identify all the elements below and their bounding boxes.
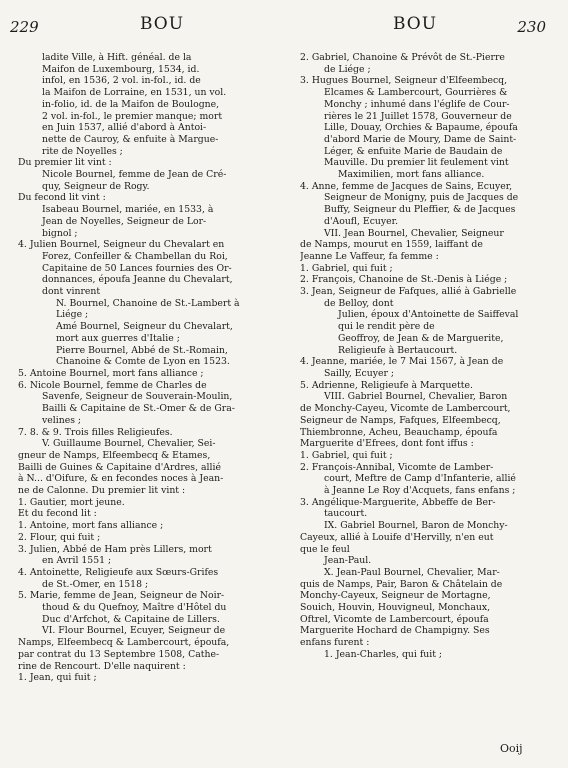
text-line: 3. Julien, Abbé de Ham près Lillers, mort (18, 543, 212, 555)
text-line: Et du fecond lit : (18, 508, 97, 520)
text-line: Sailly, Ecuyer ; (324, 367, 395, 379)
text-line: Marguerite Hochard de Champigny. Ses (300, 625, 490, 637)
text-line: ne de Calonne. Du premier lit vint : (18, 485, 186, 497)
text-line: Forez, Confeiller & Chambellan du Roi, (42, 250, 228, 262)
text-line: quis de Namps, Pair, Baron & Châtelain de (300, 578, 503, 590)
text-line: 4. Julien Bournel, Seigneur du Chevalart en (18, 239, 225, 251)
text-line: Monchy ; inhumé dans l'églife de Cour- (324, 98, 510, 110)
text-line: taucourt. (324, 508, 368, 520)
text-line: infol, en 1536, 2 vol. in-fol., id. de (42, 75, 201, 87)
text-line: qui le rendit père de (338, 321, 435, 333)
text-line: 1. Jean, qui fuit ; (18, 672, 97, 684)
text-line: velines ; (42, 414, 82, 426)
text-line: IX. Gabriel Bournel, Baron de Monchy- (324, 520, 508, 532)
text-line: à N... d'Oifure, & en fecondes noces à Jean- (18, 473, 224, 485)
text-line: Amé Bournel, Seigneur du Chevalart, (56, 321, 233, 333)
text-line: Bailli & Capitaine de St.-Omer & de Gra- (42, 403, 235, 415)
text-line: Thiembronne, Acheu, Beauchamp, époufa (300, 426, 498, 438)
text-line: 1. Gautier, mort jeune. (18, 496, 125, 508)
text-line: rine de Rencourt. D'elle naquirent : (18, 660, 186, 672)
text-line: Mauville. Du premier lit feulement vint (324, 157, 509, 169)
text-line: 4. Anne, femme de Jacques de Sains, Ecuyer, (300, 180, 513, 192)
text-line: Jean-Paul. (324, 555, 372, 567)
text-line: d'abord Marie de Moury, Dame de Saint- (324, 133, 517, 145)
text-line: Namps, Elfeembecq & Lambercourt, époufa, (18, 637, 230, 649)
text-line: 3. Angélique-Marguerite, Abbeffe de Ber- (300, 496, 496, 508)
text-line: 1. Antoine, mort fans alliance ; (18, 520, 164, 532)
text-line: 7. 8. & 9. Trois filles Religieufes. (18, 426, 173, 438)
text-line: 2. Gabriel, Chanoine & Prévôt de St.-Pierre (300, 52, 505, 63)
text-line: VIII. Gabriel Bournel, Chevalier, Baron (324, 391, 508, 403)
text-line: Isabeau Bournel, mariée, en 1533, à (42, 204, 214, 216)
text-line: 2. Flour, qui fuit ; (18, 531, 101, 543)
text-line: rite de Noyelles ; (42, 145, 123, 157)
text-line: Bailli de Guines & Capitaine d'Ardres, allié (18, 461, 221, 473)
text-line: nette de Cauroy, & enfuite à Margue- (42, 133, 219, 145)
left-page-number: 229 (10, 18, 39, 36)
text-line: N. Bournel, Chanoine de St.-Lambert à (56, 297, 240, 309)
text-line: ladite Ville, à Hift. généal. de la (42, 52, 192, 63)
text-line: Buffy, Seigneur du Pleffier, & de Jacques (324, 204, 516, 216)
text-line: 2 vol. in-fol., le premier manque; mort (42, 110, 223, 122)
text-line: quy, Seigneur de Rogy. (42, 180, 150, 192)
text-line: Seigneur de Monigny, puis de Jacques de (324, 192, 519, 204)
text-line: 1. Gabriel, qui fuit ; (300, 449, 393, 461)
text-line: donnances, époufa Jeanne du Chevalart, (42, 274, 233, 286)
text-line: Duc d'Arfchot, & Capitaine de Lillers. (42, 613, 220, 625)
text-line: en Juin 1537, allié d'abord à Antoi- (42, 122, 207, 134)
text-line: in-folio, id. de la Maifon de Boulogne, (42, 98, 220, 110)
text-line: de St.-Omer, en 1518 ; (42, 578, 149, 590)
text-line: V. Guillaume Bournel, Chevalier, Sei- (42, 438, 216, 450)
text-line: 4. Jeanne, mariée, le 7 Mai 1567, à Jean de (300, 356, 504, 368)
text-line: de Monchy-Cayeu, Vicomte de Lambercourt, (300, 403, 511, 415)
text-line: Julien, époux d'Antoinette de Saiffeval (338, 309, 519, 321)
text-line: Oftrel, Vicomte de Lambercourt, époufa (300, 613, 489, 625)
text-line: Marguerite d'Efrees, dont font iffus : (300, 438, 474, 450)
text-line: Souich, Houvin, Houvigneul, Monchaux, (300, 602, 491, 614)
text-line: par contrat du 13 Septembre 1508, Cathe- (18, 648, 220, 660)
signature-mark: Ooij (500, 742, 523, 755)
text-line: Religieufe à Bertaucourt. (338, 344, 458, 356)
text-line: Chanoine & Comte de Lyon en 1523. (56, 356, 230, 368)
text-line: Cayeux, allié à Louife d'Hervilly, n'en eut (300, 531, 494, 543)
text-line: VI. Flour Bournel, Ecuyer, Seigneur de (42, 625, 226, 637)
text-line: 5. Antoine Bournel, mort fans alliance ; (18, 367, 204, 379)
text-line: 3. Hugues Bournel, Seigneur d'Elfeembecq, (300, 75, 508, 87)
text-line: 6. Nicole Bournel, femme de Charles de (18, 379, 207, 391)
text-line: rières le 21 Juillet 1578, Gouverneur de (324, 110, 512, 122)
left-column (18, 52, 282, 684)
text-line: court, Meftre de Camp d'Infanterie, allié (324, 473, 516, 485)
text-line: enfans furent : (300, 637, 370, 649)
text-line: Elcames & Lambercourt, Gourrières & (324, 87, 508, 99)
text-line: Pierre Bournel, Abbé de St.-Romain, (56, 344, 228, 356)
right-column (300, 52, 562, 661)
text-line: Jean de Noyelles, Seigneur de Lor- (42, 215, 207, 227)
text-line: 1. Gabriel, qui fuit ; (300, 262, 393, 274)
text-line: en Avril 1551 ; (42, 555, 112, 567)
text-line: Lille, Douay, Orchies & Bapaume, époufa (324, 122, 518, 134)
text-line: de Liége ; (324, 63, 371, 75)
text-line: 5. Adrienne, Religieufe à Marquette. (300, 379, 473, 391)
text-line: 1. Jean-Charles, qui fuit ; (324, 648, 443, 660)
text-line: 4. Antoinette, Religieufe aux Sœurs-Grifes (18, 566, 219, 578)
text-line: mort aux guerres d'Italie ; (56, 332, 180, 344)
text-line: Du premier lit vint : (18, 157, 112, 169)
text-line: Liége ; (56, 309, 89, 321)
text-line: 5. Marie, femme de Jean, Seigneur de Noir- (18, 590, 225, 602)
text-line: la Maifon de Lorraine, en 1531, un vol. (42, 87, 227, 99)
text-line: Seigneur de Namps, Fafques, Elfeembecq, (300, 414, 501, 426)
text-line: Maximilien, mort fans alliance. (338, 169, 485, 181)
left-running-head: BOU (140, 14, 185, 34)
text-line: Monchy-Cayeux, Seigneur de Mortagne, (300, 590, 491, 602)
text-line: à Jeanne Le Roy d'Acquets, fans enfans ; (324, 485, 516, 497)
text-line: de Namps, mourut en 1559, laiffant de (300, 239, 483, 251)
right-running-head: BOU (393, 14, 438, 34)
text-line: Savenfe, Seigneur de Souverain-Moulin, (42, 391, 233, 403)
text-line: bignol ; (42, 227, 78, 239)
text-line: Jeanne Le Vaffeur, fa femme : (300, 250, 439, 262)
text-line: d'Aoufl, Ecuyer. (324, 215, 399, 227)
text-line: VII. Jean Bournel, Chevalier, Seigneur (324, 227, 504, 239)
text-line: gneur de Namps, Elfeembecq & Etames, (18, 449, 211, 461)
text-line: Maifon de Luxembourg, 1534, id. (42, 63, 200, 75)
text-line: Nicole Bournel, femme de Jean de Cré- (42, 169, 227, 181)
text-line: que le feul (300, 543, 350, 555)
text-line: 2. François, Chanoine de St.-Denis à Liége ; (300, 274, 508, 286)
text-line: Du fecond lit vint : (18, 192, 106, 204)
text-line: Léger, & enfuite Marie de Baudain de (324, 145, 503, 157)
text-line: 2. François-Annibal, Vicomte de Lamber- (300, 461, 494, 473)
text-line: Geoffroy, de Jean & de Marguerite, (338, 332, 504, 344)
text-line: de Belloy, dont (324, 297, 394, 309)
text-line: dont vinrent (42, 286, 101, 298)
right-page-number: 230 (517, 18, 546, 36)
text-line: Capitaine de 50 Lances fournies des Or- (42, 262, 232, 274)
text-line: thoud & du Quefnoy, Maître d'Hôtel du (42, 602, 227, 614)
text-line: 3. Jean, Seigneur de Fafques, allié à Gabrielle (300, 286, 517, 298)
text-line: X. Jean-Paul Bournel, Chevalier, Mar- (324, 566, 500, 578)
